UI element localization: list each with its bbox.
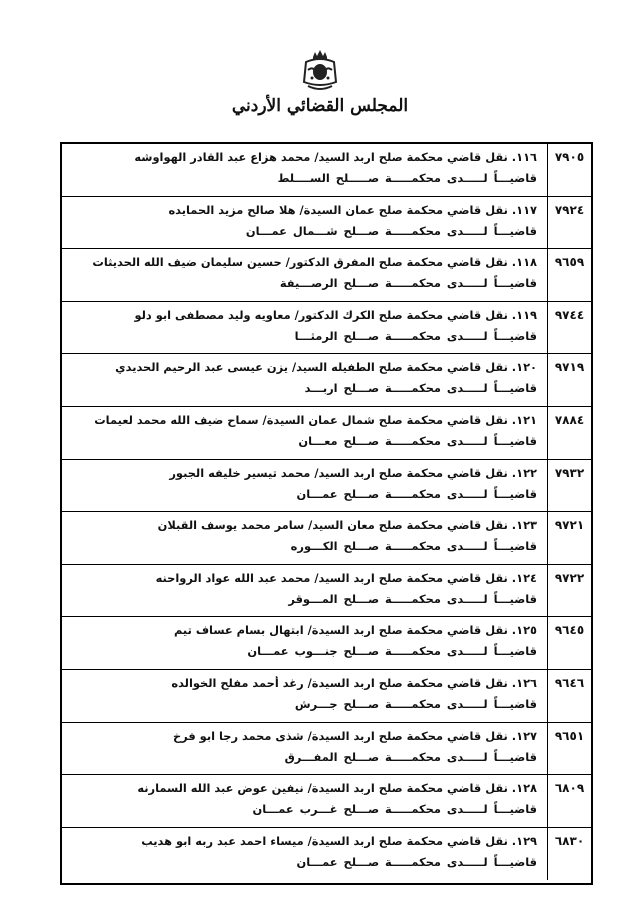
table-row [62,617,591,670]
transfer-line-2: قاضيـــاً لـــــدى محكمـــــة صـــلح الكـــوره [290,539,537,554]
table-row [62,249,591,302]
transfer-text [62,512,547,564]
table-row [62,565,591,618]
transfer-line-1: ١٢٨. نقل قاضي محكمة صلح اربد السيدة/ نيفين عوض عبد الله السمارنه [137,781,537,796]
transfer-text [62,775,547,827]
record-number: ٧٨٨٤ [547,407,591,459]
record-number: ٩٦٤٥ [547,617,591,669]
transfer-line-2: قاضيـــاً لـــــدى محكمـــــة صـــلح المفـــرق [284,749,537,764]
record-number: ٧٩٠٥ [547,144,591,196]
record-number: ٩٧١٩ [547,354,591,406]
transfer-line-1: ١٢٢. نقل قاضي محكمة صلح اربد السيد/ محمد تيسير خليفه الجبور [169,465,537,480]
transfer-text [62,354,547,406]
transfer-line-2: قاضيـــاً لـــــدى محكمـــــة صـــلح شـــمال عمـــان [245,223,537,238]
record-number: ٦٨٠٩ [547,775,591,827]
transfer-text [62,302,547,354]
transfer-line-2: قاضيـــاً لـــــدى محكمـــــة صـــلح غـــرب عمـــان [252,802,537,817]
transfer-line-1: ١٢٤. نقل قاضي محكمة صلح اربد السيد/ محمد عبد الله عواد الرواحنه [155,570,537,585]
record-number: ٩٦٥١ [547,723,591,775]
transfer-line-2: قاضيـــاً لـــــدى محكمـــــة صـــلح الرمثـــا [294,328,537,343]
transfer-line-1: ١١٦. نقل قاضي محكمة صلح اربد السيد/ محمد هزاع عبد القادر الهواوشه [134,150,537,164]
transfer-text [62,670,547,722]
transfer-text [62,249,547,301]
record-number: ٩٧٢٢ [547,565,591,617]
transfers-table [60,142,593,885]
table-row [62,460,591,513]
transfer-text [62,197,547,249]
table-row [62,197,591,250]
transfer-text [62,144,547,196]
transfer-line-2: قاضيـــاً لـــــدى محكمـــــة صـــلح جنـــوب عمـــان [247,644,537,659]
table-row [62,302,591,355]
table-row [62,512,591,565]
transfer-line-1: ١٢١. نقل قاضي محكمة صلح شمال عمان السيدة/ سماح ضيف الله محمد لعيمات [94,413,537,427]
record-number: ٩٧٢١ [547,512,591,564]
table-row [62,828,591,881]
transfer-line-2: قاضيـــاً لـــــدى محكمـــــة صـــلح المـــوقر [288,591,537,606]
transfer-text [62,460,547,512]
transfer-line-2: قاضيـــاً لـــــدى محكمـــــة صـــلح عمـــان [296,854,537,869]
table-row [62,723,591,776]
transfer-line-2: قاضيـــاً لـــــدى محكمـــــة صـــلح جـــرش [294,697,537,711]
record-number: ٧٩٢٤ [547,197,591,249]
transfer-text [62,407,547,459]
transfer-text [62,565,547,617]
transfer-line-1: ١٢٠. نقل قاضي محكمة صلح الطفيله السيد/ يزن عيسى عبد الرحيم الحديدي [115,360,537,375]
transfer-line-1: ١١٨. نقل قاضي محكمة صلح المفرق الدكتور/ حسين سليمان ضيف الله الحديثات [92,255,537,270]
transfer-line-1: ١١٩. نقل قاضي محكمة صلح الكرك الدكتور/ معاويه وليد مصطفى ابو دلو [134,307,537,322]
record-number: ٩٦٤٦ [547,670,591,722]
transfer-text [62,723,547,775]
table-row [62,354,591,407]
transfer-line-2: قاضيـــاً لـــــدى محكمـــــة صـــلح عمـــان [296,486,537,501]
record-number: ٧٩٣٢ [547,460,591,512]
header [0,48,640,92]
record-number: ٩٧٤٤ [547,302,591,354]
coat-of-arms-emblem [298,48,342,92]
transfer-text [62,828,547,881]
transfer-line-1: ١٢٧. نقل قاضي محكمة صلح اربد السيدة/ شذى محمد رجا ابو فرخ [172,728,537,743]
record-number: ٦٨٣٠ [547,828,591,881]
transfer-line-2: قاضيـــاً لـــــدى محكمـــــة صـــلح اربـــد [304,381,537,396]
transfer-line-2: قاضيـــاً لـــــدى محكمـــــة صـــلح الرصـــيفة [279,276,537,291]
transfer-line-1: ١١٧. نقل قاضي محكمة صلح عمان السيدة/ هلا صالح مزيد الحمايده [168,202,537,217]
table-row [62,775,591,828]
transfer-text [62,617,547,669]
table-row [62,144,591,197]
council-name-title: المجلس القضائي الأردني [231,96,409,116]
transfer-line-1: ١٢٩. نقل قاضي محكمة صلح اربد السيدة/ ميساء احمد عبد ربه ابو هديب [141,833,537,848]
table-row [62,670,591,723]
table-row [62,407,591,460]
transfer-line-2: قاضيـــاً لـــــدى محكمـــــة صـــــلح الســــلط [277,171,537,185]
transfer-line-1: ١٢٣. نقل قاضي محكمة صلح معان السيد/ سامر محمد يوسف القبلان [157,518,537,533]
transfer-line-2: قاضيـــاً لـــــدى محكمـــــة صـــلح معـــان [298,434,537,448]
transfer-line-1: ١٢٦. نقل قاضي محكمة صلح اربد السيدة/ رغد أحمد مفلح الخوالده [171,676,537,690]
transfer-line-1: ١٢٥. نقل قاضي محكمة صلح اربد السيدة/ ابتهال بسام عساف تيم [174,623,537,638]
record-number: ٩٦٥٩ [547,249,591,301]
